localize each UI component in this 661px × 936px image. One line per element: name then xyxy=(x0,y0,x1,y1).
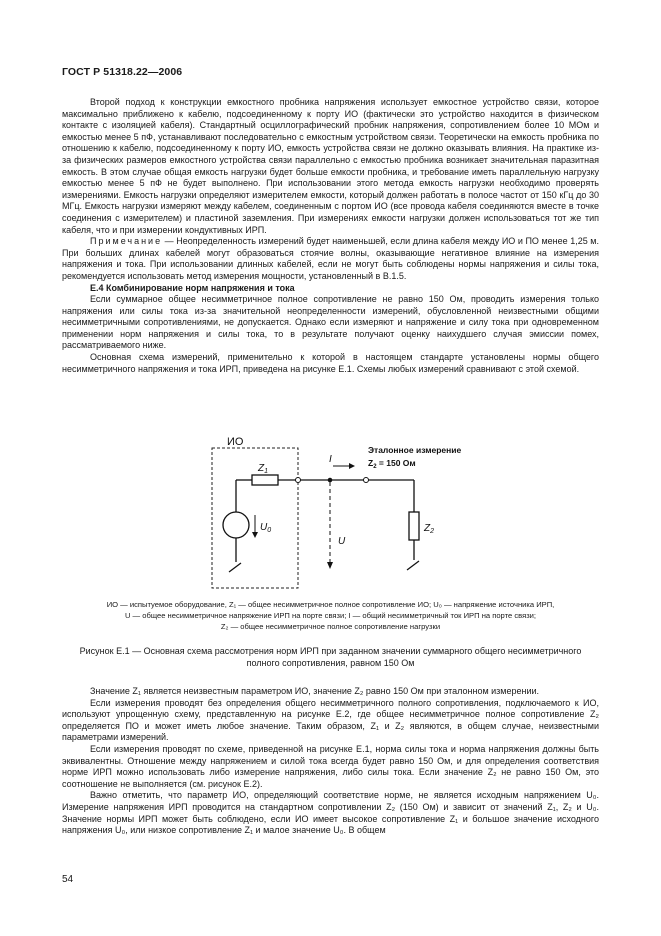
eut-label: ИО xyxy=(227,436,244,448)
legend-line-1: ИО — испытуемое оборудование, Z₁ — общее несимметричное полное сопротивление ИО; U₀ — напряжение источника ИРП, xyxy=(106,600,555,609)
u0-source xyxy=(223,512,249,538)
svg-text:Z1 xyxy=(257,463,268,475)
legend-line-2: U — общее несимметричное напряжение ИРП на порте связи; I — общий несимметричный ток ИРП на порте связи; xyxy=(124,610,537,620)
body-text-bottom xyxy=(62,686,599,837)
paragraph-simplified-scheme: Если измерения проводят без определения общего несимметричного полного сопротивления, подключаемого к ИО, используют упрощенную схему, представленную на рисунке Е.2, где общее несимметричное полное сопротивление Z₂ определяется ПО и может иметь любое значение. Таким образом, Z₁ и Z₂ являются, в общем случае, неизвестными параметрами измерений. xyxy=(62,697,599,743)
z2-subscript: 2 xyxy=(430,528,435,535)
circuit-diagram xyxy=(200,432,490,592)
figure-caption: Рисунок Е.1 — Основная схема рассмотрения норм ИРП при заданном значении суммарного общего несимметричного полного сопротивления, равном 150 Ом xyxy=(79,646,582,668)
port-terminal xyxy=(296,478,301,483)
current-label: I xyxy=(329,454,332,465)
page-number: 54 xyxy=(62,874,74,885)
document-number: ГОСТ Р 51318.22—2006 xyxy=(62,66,183,78)
z1-label: Z xyxy=(258,463,265,474)
z2-label: Z xyxy=(424,523,431,534)
paragraph-z1-unknown: Значение Z₁ является неизвестным параметром ИО, значение Z₂ равно 150 Ом при эталонном измерении. xyxy=(90,686,540,696)
u0-label: U xyxy=(260,522,268,533)
u0-subscript: 0 xyxy=(267,527,272,534)
svg-text:Z2 = 150 Ом xyxy=(368,458,416,470)
note-text: — Неопределенность измерений будет наименьшей, если длина кабеля между ИО и ПО менее 1,25 м. При больших длинах кабелей могут образоваться стоячие волны, оказывающие негативное влияние на измерения напряжения и тока. При использовании длинных кабелей, если не могут быть соблюдены нормы напряжения и силы тока, рекомендуется использовать метод измерения мощности, установленный в В.1.5. xyxy=(62,236,599,281)
section-heading: Е.4 Комбинирование норм напряжения и тока xyxy=(90,282,295,293)
u-label: U xyxy=(338,536,346,547)
note-paragraph xyxy=(62,236,599,282)
svg-text:U0 xyxy=(260,522,271,534)
z1-subscript: 1 xyxy=(264,468,269,475)
note-label: Примечание xyxy=(90,236,163,247)
legend-line-3: Z₂ — общее несимметричное полное сопротивление нагрузки xyxy=(220,621,441,631)
reference-terminal xyxy=(364,478,369,483)
z2-resistor xyxy=(409,512,419,540)
reference-z-subscript: 2 xyxy=(373,464,377,470)
reference-z-label: Z xyxy=(368,458,374,468)
svg-text:Z2 xyxy=(423,523,434,535)
junction-node xyxy=(328,478,333,483)
figure-legend xyxy=(62,600,599,632)
z1-resistor xyxy=(252,475,278,485)
paragraph-basic-scheme: Основная схема измерений, применительно к которой в настоящем стандарте установлены нормы общего несимметричного напряжения и тока ИРП, приведена на рисунке Е.1. Схемы любых измерений сравнивают с этой схемой. xyxy=(62,352,599,374)
body-text-top xyxy=(62,97,599,375)
paragraph-combining-norms: Если суммарное общее несимметричное полное сопротивление не равно 150 Ом, проводить измерения только напряжения или силы тока из-за значительной неопределенности измерений, обусловленной неизвестными общими несимметричными сопротивлениями, не допускается. Однако если измеряют и напряжение и силу тока при одновременном применении норм напряжения и силы тока, то в результате получают оценку наихудшего случая эмиссии помех, рассматриваемого ниже. xyxy=(62,294,599,351)
reference-title: Эталонное измерение xyxy=(368,445,462,455)
paragraph-equivalence: Если измерения проводят по схеме, приведенной на рисунке Е.1, норма силы тока и норма напряжения должны быть эквивалентны. Отношение между напряжением и силой тока всегда будет равно 150 Ом, и для определения соответствия норме ИРП можно использовать либо измерение напряжения, либо силы тока. Если значение Z₂ не равно 150 Ом, это соотношение не выполняется (см. рисунок Е.2). xyxy=(62,743,599,789)
paragraph-important-note: Важно отметить, что параметр ИО, определяющий соответствие норме, не является исходным напряжением U₀. Измерение напряжения ИРП проводится на стандартном сопротивлении Z₂ (150 Ом) и зависит от значений Z₁, Z₂ и U₀. Значение нормы ИРП может быть соблюдено, если ИО имеет высокое сопротивление Z₁ и большое значение исходного напряжения U₀, или низкое сопротивление Z₁ и малое значение U₀. В общем xyxy=(62,790,599,836)
paragraph-capacitive-probe: Второй подход к конструкции емкостного пробника напряжения использует емкостное устройство связи, которое максимально приближено к кабелю, подсоединенному к порту ИО (фактически это устройство находится в физическом контакте с изоляцией кабеля). Стандартный осциллографический пробник напряжения, сопротивлением более 10 МОм и емкостью менее 5 пФ, устанавливают последовательно с емкостным устройством связи. Теоретически на емкость пробника по отношению к кабелю, подсоединенному к порту ИО, емкость устройства связи не должно оказывать влияния. На практике из-за физических размеров емкостного устройства связи параллельно с емкостью пробника возникает значительная паразитная емкость. В этом случае общая емкость нагрузки будет больше емкости пробника, и требование иметь параллельную нагрузку емкостью менее 5 пФ не будет выполнено. При использовании этого метода емкость нагрузки необходимо проверять измерениями. Емкость нагрузки определяют измерителем емкости, который должен работать в полосе частот от 150 кГц до 30 МГц. Емкость нагрузки измеряют между кабелем, соединенным с портом ИО (все провода кабеля соединяются вместе в точке соединения с измерителем) и пластиной заземления. При измерениях емкости нагрузки должен использоваться тот же тип кабеля, что и при измерении кондуктивных ИРП. xyxy=(62,97,599,235)
reference-z-value: = 150 Ом xyxy=(376,458,416,468)
